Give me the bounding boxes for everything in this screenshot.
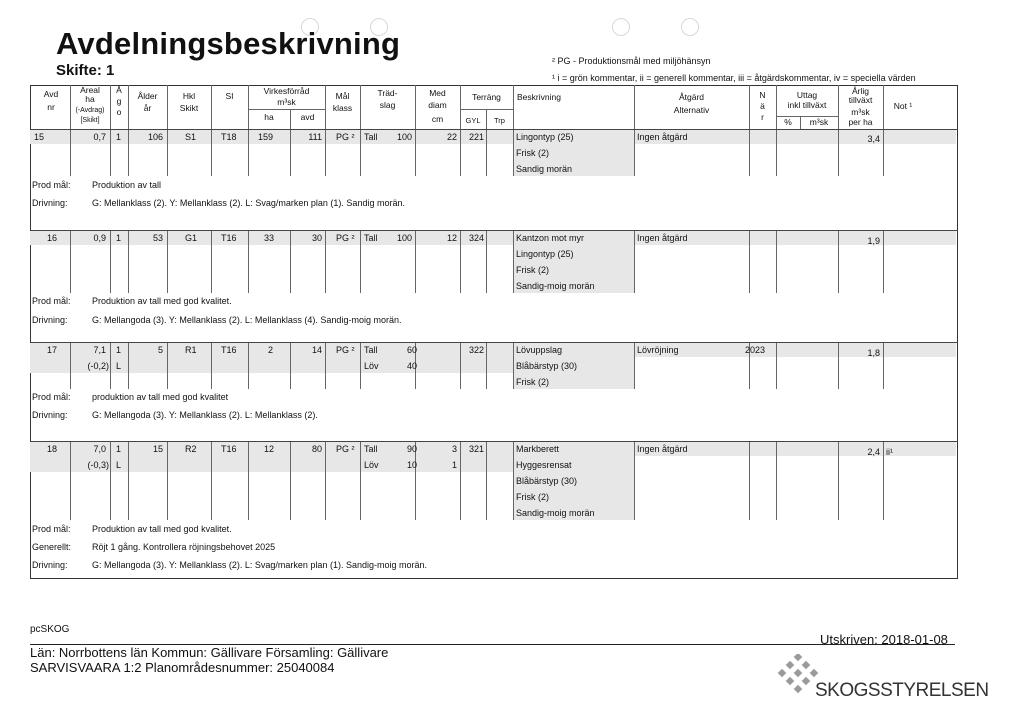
cell-beskrivning: Hyggesrensat	[516, 460, 572, 470]
cell-hkl: R1	[185, 345, 197, 355]
cell-malklass: PG ²	[336, 132, 355, 142]
cell-beskrivning: Frisk (2)	[516, 265, 549, 275]
cell-si: T16	[221, 444, 237, 454]
cell-tradslag: Tall	[364, 132, 378, 142]
drivning-text: G: Mellangoda (3). Y: Mellanklass (2). L: Mellanklass (2).	[92, 410, 318, 420]
cell-virke-avd: 14	[311, 345, 322, 355]
page-title: Avdelningsbeskrivning	[56, 26, 401, 61]
cell-ago: 1	[116, 132, 122, 142]
cell-avd: 17	[47, 345, 58, 355]
drivning-text: G: Mellangoda (3). Y: Mellanklass (2). L: Svag/marken plan (1). Sandig-moig morän.	[92, 560, 427, 570]
cell-tradslag: Tall	[364, 345, 378, 355]
cell-ago: 1	[116, 345, 122, 355]
cell-atgard: Ingen åtgärd	[637, 132, 688, 142]
punch-hole	[612, 18, 630, 36]
cell-trad-pct: 40	[406, 361, 417, 371]
row-separator	[30, 230, 958, 231]
label-drivning: Drivning:	[32, 198, 68, 208]
cell-nar: 2023	[745, 345, 766, 355]
cell-atgard: Ingen åtgärd	[637, 233, 688, 243]
cell-beskrivning: Sandig morän	[516, 164, 573, 174]
cell-virke-ha: 12	[264, 444, 275, 454]
cell-virke-avd: 111	[308, 132, 322, 142]
cell-trad-pct: 10	[406, 460, 417, 470]
drivning-text: G: Mellangoda (3). Y: Mellanklass (2). L: Mellanklass (4). Sandig-moig morän.	[92, 315, 402, 325]
cell-malklass: PG ²	[336, 345, 355, 355]
drivning-text: G: Mellanklass (2). Y: Mellanklass (2). L: Svag/marken plan (1). Sandig morän.	[92, 198, 405, 208]
cell-beskrivning: Kantzon mot myr	[516, 233, 585, 243]
cell-hkl: G1	[185, 233, 198, 243]
prodmal-text: Produktion av tall med god kvalitet.	[92, 296, 232, 306]
cell-areal: 0,9	[93, 233, 106, 243]
cell-avd: 15	[34, 132, 45, 142]
cell-tillvaxt: 1,8	[867, 348, 880, 358]
cell-alder: 53	[152, 233, 163, 243]
cell-tradslag: Tall	[364, 444, 378, 454]
generellt-text: Röjt 1 gång. Kontrollera röjningsbehovet 2025	[92, 542, 276, 552]
cell-gyl: 324	[468, 233, 484, 243]
cell-beskrivning: Blåbärstyp (30)	[516, 476, 578, 486]
cell-tillvaxt: 3,4	[867, 134, 880, 144]
cell-alder: 15	[152, 444, 163, 454]
cell-si: T18	[221, 132, 237, 142]
label-drivning: Drivning:	[32, 315, 68, 325]
cell-trad-pct: 90	[406, 444, 417, 454]
footer-printed-date: Utskriven: 2018-01-08	[820, 632, 948, 647]
cell-atgard: Lövröjning	[637, 345, 679, 355]
cell-malklass: PG ²	[336, 233, 355, 243]
prodmal-text: produktion av tall med god kvalitet	[92, 392, 229, 402]
cell-tillvaxt: 1,9	[867, 236, 880, 246]
cell-areal: 0,7	[93, 132, 106, 142]
cell-trad-pct: 100	[396, 233, 412, 243]
footer-plan: SARVISVAARA 1:2 Planområdesnummer: 25040084	[30, 660, 335, 675]
cell-gyl: 321	[468, 444, 484, 454]
cell-ago: L	[116, 361, 122, 371]
cell-beskrivning: Frisk (2)	[516, 492, 549, 502]
row-separator	[30, 342, 958, 343]
cell-beskrivning: Markberett	[516, 444, 560, 454]
cell-diam: 12	[446, 233, 457, 243]
cell-tradslag: Löv	[364, 460, 379, 470]
prodmal-text: Produktion av tall	[92, 180, 162, 190]
cell-diam: 22	[446, 132, 457, 142]
cell-ago: 1	[116, 444, 122, 454]
cell-beskrivning: Frisk (2)	[516, 377, 549, 387]
label-prodmal: Prod mål:	[32, 180, 71, 190]
cell-diam: 3	[451, 444, 457, 454]
cell-virke-ha: 33	[264, 233, 275, 243]
cell-gyl: 221	[468, 132, 484, 142]
label-prodmal: Prod mål:	[32, 296, 71, 306]
punch-hole	[681, 18, 699, 36]
cell-ago: L	[116, 460, 122, 470]
cell-virke-ha: 2	[268, 345, 274, 355]
prodmal-text: Produktion av tall med god kvalitet.	[92, 524, 232, 534]
footer-location: Län: Norrbottens län Kommun: Gällivare Församling: Gällivare	[30, 645, 389, 660]
cell-ago: 1	[116, 233, 122, 243]
cell-virke-avd: 30	[311, 233, 322, 243]
cell-gyl: 322	[468, 345, 484, 355]
cell-tradslag: Löv	[364, 361, 379, 371]
program-name: pcSKOG	[30, 624, 70, 635]
footnote-pg: ² PG - Produktionsmål med miljöhänsyn	[552, 56, 711, 66]
label-prodmal: Prod mål:	[32, 524, 71, 534]
cell-virke-ha: 159	[258, 132, 274, 142]
cell-avd: 16	[47, 233, 58, 243]
cell-diam: 1	[451, 460, 457, 470]
cell-beskrivning: Lingontyp (25)	[516, 249, 574, 259]
label-drivning: Drivning:	[32, 410, 68, 420]
cell-trad-pct: 100	[396, 132, 412, 142]
cell-avd: 18	[47, 444, 58, 454]
cell-malklass: PG ²	[336, 444, 355, 454]
label-drivning: Drivning:	[32, 560, 68, 570]
cell-areal: 7,0	[93, 444, 106, 454]
cell-hkl: R2	[185, 444, 197, 454]
skogsstyrelsen-logo-text: SKOGSSTYRELSEN	[815, 680, 989, 701]
cell-beskrivning: Blåbärstyp (30)	[516, 361, 578, 371]
label-generellt: Generellt:	[32, 542, 72, 552]
cell-not: ii¹	[886, 447, 893, 457]
cell-areal: 7,1	[93, 345, 106, 355]
cell-beskrivning: Frisk (2)	[516, 148, 549, 158]
row-separator	[30, 441, 958, 442]
cell-si: T16	[221, 233, 237, 243]
cell-areal-avdrag: (-0,3)	[87, 460, 109, 470]
cell-beskrivning: Lingontyp (25)	[516, 132, 574, 142]
page-subtitle: Skifte: 1	[56, 62, 115, 79]
cell-tillvaxt: 2,4	[867, 447, 880, 457]
cell-alder: 5	[157, 345, 163, 355]
cell-hkl: S1	[185, 132, 197, 142]
stand-table	[30, 85, 958, 579]
cell-tradslag: Tall	[364, 233, 378, 243]
cell-si: T16	[221, 345, 237, 355]
cell-trad-pct: 60	[406, 345, 417, 355]
cell-beskrivning: Lövuppslag	[516, 345, 563, 355]
cell-virke-avd: 80	[311, 444, 322, 454]
label-prodmal: Prod mål:	[32, 392, 71, 402]
footnote-comments: ¹ i = grön kommentar, ii = generell kommentar, iii = åtgärdskommentar, iv = speciella värden	[552, 73, 916, 83]
cell-areal-avdrag: (-0,2)	[87, 361, 109, 371]
cell-beskrivning: Sandig-moig morän	[516, 281, 595, 291]
cell-atgard: Ingen åtgärd	[637, 444, 688, 454]
cell-beskrivning: Sandig-moig morän	[516, 508, 595, 518]
cell-alder: 106	[147, 132, 163, 142]
